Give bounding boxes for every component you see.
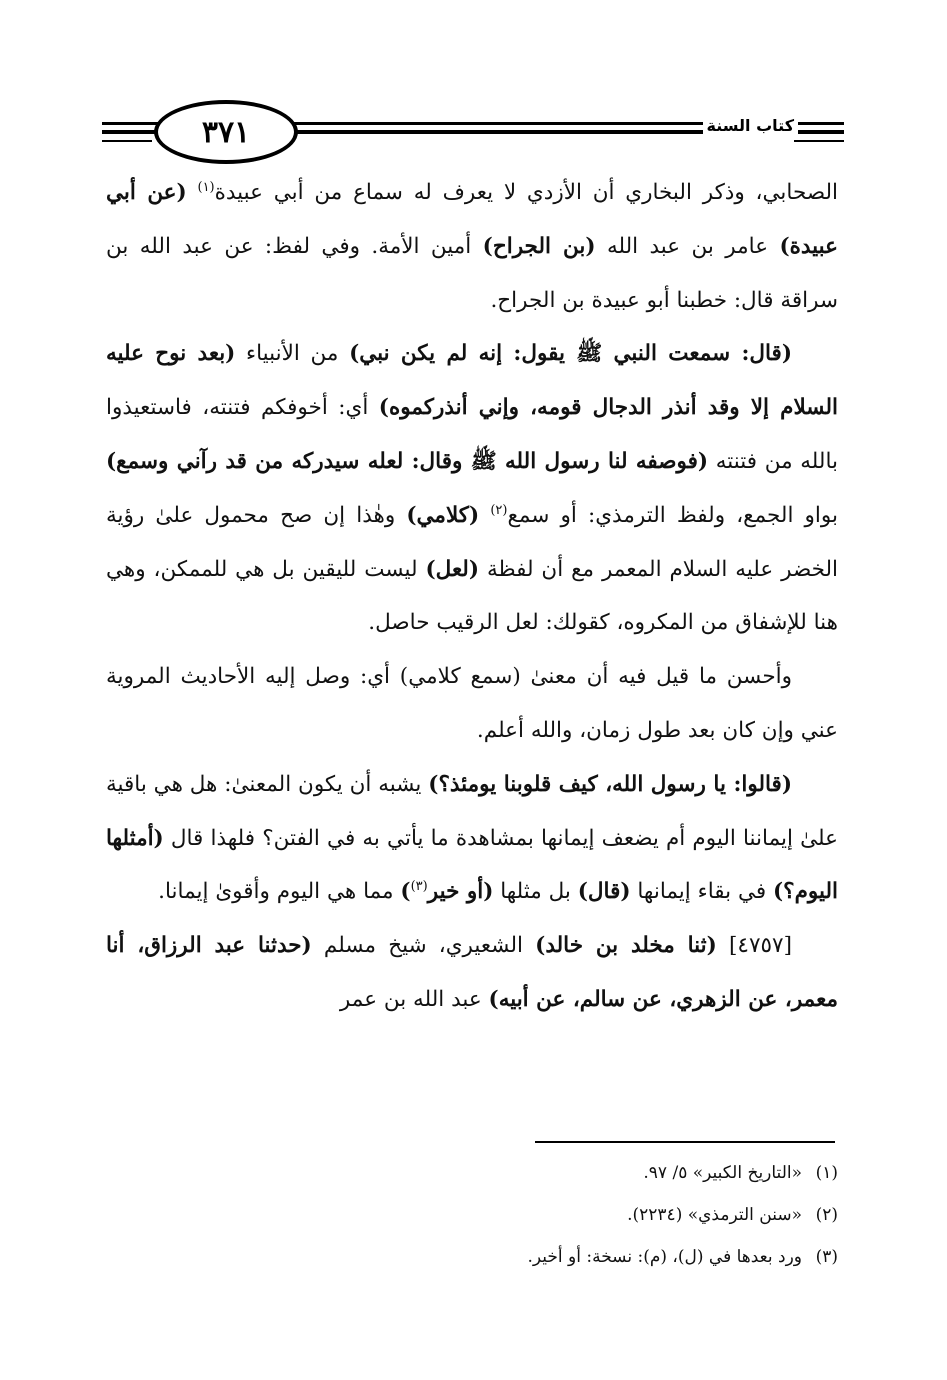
hadith-text: (قالوا: يا رسول الله، كيف قلوبنا يومئذ؟) <box>428 771 793 797</box>
footnote-text: «التاريخ الكبير» ٥/ ٩٧. <box>643 1163 802 1183</box>
main-text <box>106 166 838 1027</box>
commentary-text: أمين الأمة. وفي لفظ: عن عبد الله بن سراقة قال: خطبنا أبو عبيدة بن الجراح. <box>106 233 838 313</box>
hadith-text: (أو خير <box>427 879 494 905</box>
commentary-text: ليست لليقين بل هي للممكن، وهي هنا للإشفاق من المكروه، كقولك: لعل الرقيب حاصل. <box>106 556 838 636</box>
commentary-text: بواو الجمع، ولفظ الترمذي: أو سمع <box>507 502 838 528</box>
commentary-text: أي: أخوفكم فتنته، فاستعيذوا بالله من فتنته <box>106 395 839 474</box>
footnote-text: ورد بعدها في (ل)، (م): نسخة: أو أخير. <box>527 1247 802 1267</box>
hadith-text: ) <box>400 879 411 905</box>
footnote-separator <box>535 1141 835 1143</box>
commentary-text: الشعيري، شيخ مسلم <box>311 933 536 959</box>
commentary-text: من الأنبياء <box>235 341 350 367</box>
footnote-number: (٢) <box>815 1205 838 1225</box>
header-rule-left-thin <box>102 140 152 142</box>
paragraph <box>106 650 838 758</box>
footnote-number: (٣) <box>815 1247 838 1267</box>
hadith-text: (ثنا مخلد بن خالد) <box>535 933 717 959</box>
footnote-item <box>106 1152 838 1194</box>
hadith-text: (قال) <box>577 879 631 905</box>
footnote-marker: (٢) <box>490 502 508 518</box>
footnote-number: (١) <box>815 1163 838 1183</box>
paragraph <box>106 919 838 1027</box>
footnote-marker: (٣) <box>410 879 428 895</box>
hadith-text: (بن الجراح) <box>482 233 596 259</box>
hadith-text: (لعل) <box>425 556 480 582</box>
hadith-text: (أمثلها اليوم؟) <box>106 825 838 905</box>
hadith-text: (بعد نوح عليه السلام إلا وقد أنذر الدجال قومه، وإني أنذركموه) <box>106 341 838 421</box>
commentary-text: عبد الله بن عمر <box>339 986 489 1012</box>
commentary-text: في بقاء إيمانها <box>630 879 773 905</box>
commentary-text <box>187 180 198 205</box>
paragraph <box>106 327 838 650</box>
page-header <box>102 100 844 162</box>
commentary-text: [٤٧٥٧] <box>716 933 792 959</box>
commentary-text: الصحابي، وذكر البخاري أن الأزدي لا يعرف له سماع من أبي عبيدة <box>214 180 838 205</box>
commentary-text: وأحسن ما قيل فيه أن معنىٰ (سمع كلامي) أي: وصل إليه الأحاديث المروية عني وإن كان بعد طول زمان، والله أعلم. <box>106 664 838 743</box>
hadith-text: (كلامي) <box>406 502 480 528</box>
footnote-marker: (١) <box>197 179 215 195</box>
commentary-text: عامر بن عبد الله <box>595 233 780 259</box>
commentary-text: وهٰذا إن صح محمول علىٰ رؤية الخضر عليه السلام المعمر مع أن لفظة <box>106 502 838 582</box>
page-number: ٣٧١ <box>154 100 298 164</box>
hadith-text: (قال: سمعت النبي ﷺ يقول: إنه لم يكن نبي) <box>349 341 793 367</box>
hadith-text: (حدثنا عبد الرزاق، أنا معمر، عن الزهري، عن سالم، عن أبيه) <box>106 933 838 1012</box>
footnote-item <box>106 1194 838 1236</box>
hadith-text: (عن أبي عبيدة) <box>106 180 838 259</box>
paragraph <box>106 758 838 919</box>
footnote-text: «سنن الترمذي» (٢٢٣٤). <box>627 1205 802 1225</box>
commentary-text <box>479 503 490 528</box>
footnotes <box>106 1152 838 1278</box>
running-head: كتاب السنة <box>703 116 799 135</box>
hadith-text: (فوصفه لنا رسول الله ﷺ وقال: لعله سيدركه من قد رآني وسمع) <box>106 448 709 474</box>
commentary-text: بل مثلها <box>493 879 578 905</box>
footnote-item <box>106 1236 838 1278</box>
commentary-text: يشبه أن يكون المعنىٰ: هل هي باقية علىٰ إيماننا اليوم أم يضعف إيمانها بمشاهدة ما يأتي به في الفتن؟ فلهذا قال <box>106 771 838 851</box>
header-rule-right-thin <box>794 140 844 142</box>
paragraph <box>106 166 838 327</box>
commentary-text: مما هي اليوم وأقوىٰ إيمانا. <box>158 879 401 905</box>
